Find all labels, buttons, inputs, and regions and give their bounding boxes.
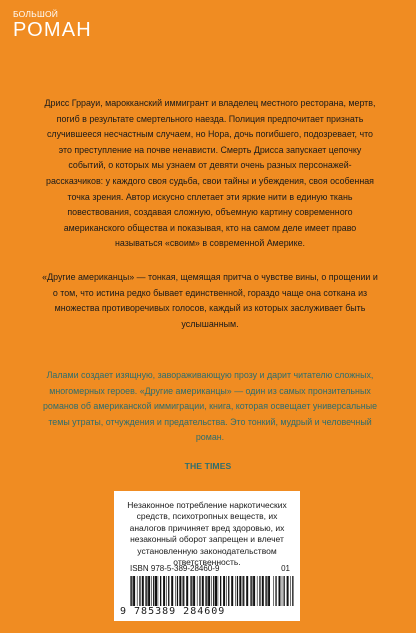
barcode-bar <box>151 576 152 606</box>
barcode-bar <box>175 576 176 606</box>
barcode-bar <box>287 576 289 606</box>
barcode-bar <box>273 576 274 606</box>
barcode-bar <box>262 576 264 606</box>
isbn-addon-code: 01 <box>281 564 290 573</box>
barcode-bar <box>160 576 161 606</box>
barcode-bar <box>213 576 214 606</box>
annotation-paragraph-2: «Другие американцы» — тонкая, щемящая притча о чувстве вины, о прощении и о том, что истина редко бывает единственной, гораздо чаще она соткана из множества противоречивых голосов, каждый из которых заслуживает быть услышанным. <box>42 272 378 329</box>
barcode-bar <box>218 576 219 606</box>
isbn-line <box>130 564 290 573</box>
annotation-paragraph-1: Дрисс Гррауи, марокканский иммигрант и владелец местного ресторана, мертв, погиб в результате смертельного наезда. Полиция предпочитает признать случившееся несчастным случаем, но Нора, дочь погибшего, подозревает, что это преступление на почве ненависти. Смерть Дрисса запускает цепочку событий, о которых мы узнаем от девяти очень разных персонажей-рассказчиков: у каждого своя судьба, свои тайны и убеждения, своя особенная точка зрения. Автор искусно сплетает эти яркие нити в единую ткань повествования, создавая сложную, объемную картину современного американского общества и показывая, кто на самом деле имеет право называться «своим» в современной Америке. <box>44 98 376 249</box>
barcode-bar <box>155 576 157 606</box>
barcode-bar <box>191 576 192 606</box>
series-logo-small: БОЛЬШОЙ <box>13 9 59 19</box>
barcode-bar <box>253 576 255 606</box>
barcode-bar <box>163 576 165 606</box>
series-logo <box>13 10 92 40</box>
review-quote: Лалами создает изящную, завораживающую прозу и дарит читателю сложных, многомерных героев. «Другие американцы» — один из самых пронзительных романов об американской иммиграции, книга, которая освещает универсальные темы утраты, отчуждения и предательства. Это тонкий, мудрый и человечный роман. <box>42 370 378 443</box>
barcode-bar <box>130 576 131 606</box>
barcode-bar <box>153 576 154 606</box>
barcode-bar <box>177 576 178 606</box>
barcode-bar <box>146 576 147 606</box>
barcode-bar <box>211 576 212 606</box>
barcode-bar <box>131 576 132 606</box>
barcode-bar <box>215 576 217 606</box>
barcode-bar <box>183 576 184 606</box>
barcode-addon <box>273 576 294 606</box>
barcode-bar <box>251 576 252 606</box>
barcode-bar <box>142 576 144 606</box>
barcode <box>130 576 270 606</box>
barcode-bar <box>275 576 276 606</box>
barcode-bar <box>145 576 146 606</box>
barcode-bar <box>268 576 270 606</box>
barcode-bar <box>139 576 140 606</box>
barcode-bar <box>166 576 167 606</box>
barcode-bar <box>168 576 169 606</box>
barcode-bar <box>206 576 207 606</box>
barcode-bar <box>186 576 188 606</box>
series-logo-big: РОМАН <box>13 18 92 41</box>
barcode-bar <box>279 576 281 606</box>
barcode-bar <box>228 576 229 606</box>
barcode-bar <box>259 576 260 606</box>
barcode-bar <box>148 576 150 606</box>
barcode-bar <box>220 576 221 606</box>
isbn-number: ISBN 978-5-389-28460-9 <box>130 564 220 573</box>
barcode-bar <box>208 576 210 606</box>
drug-warning: Незаконное потребление наркотических средств, психотропных веществ, их аналогов причиняет вред здоровью, их незаконный оборот запрещен и влечет установленную законодательством ответственность. <box>127 500 287 568</box>
barcode-digits: 9 785389 284609 <box>120 606 226 617</box>
barcode-bar <box>250 576 251 606</box>
barcode-bar <box>290 576 291 606</box>
barcode-bar <box>137 576 138 606</box>
barcode-bar <box>237 576 238 606</box>
barcode-bar <box>199 576 200 606</box>
barcode-bar <box>257 576 258 606</box>
barcode-bar <box>193 576 195 606</box>
barcode-bar <box>182 576 183 606</box>
barcode-bar <box>243 576 244 606</box>
barcode-bar <box>226 576 227 606</box>
barcode-bar <box>158 576 159 606</box>
barcode-bar <box>223 576 225 606</box>
barcode-bar <box>231 576 233 606</box>
barcode-bar <box>205 576 206 606</box>
barcode-bar <box>266 576 267 606</box>
barcode-bar <box>190 576 191 606</box>
barcode-bar <box>202 576 204 606</box>
barcode-bar <box>239 576 241 606</box>
quote-source: THE TIMES <box>184 461 232 471</box>
barcode-bar <box>171 576 173 606</box>
barcode-bar <box>282 576 283 606</box>
barcode-bar <box>179 576 181 606</box>
barcode-bar <box>133 576 135 606</box>
legal-panel <box>114 491 300 621</box>
barcode-bar <box>265 576 266 606</box>
barcode-bar <box>292 576 293 606</box>
barcode-bar <box>246 576 248 606</box>
barcode-bar <box>242 576 243 606</box>
barcode-bar <box>284 576 285 606</box>
barcode-bar <box>235 576 236 606</box>
barcode-bar <box>197 576 198 606</box>
